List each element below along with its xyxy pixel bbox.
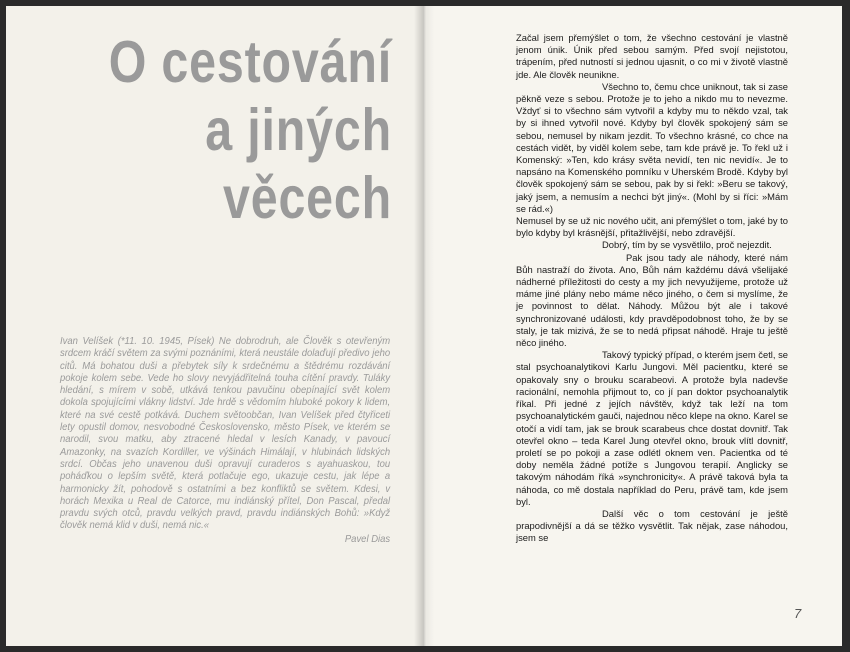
author-bio [60,336,390,546]
paragraph: Nemusel by se už nic nového učit, ani přemýšlet o tom, jaké by to bylo kdyby byl krásnější, přitažlivější, nebo zdravější. [516,215,789,239]
body-text [516,32,788,545]
paragraph: Dobrý, tím by se vysvětlilo, proč nejezdit. [602,239,772,251]
right-page [424,6,842,646]
book-spread [6,6,842,646]
title-line: a jiných [205,97,392,163]
title-line: O cestování [108,29,393,95]
paragraph: Začal jsem přemýšlet o tom, že všechno cestování je vlastně jenom únik. Únik před sebou samým. Před svojí nejistotou, trápením, před nutností si jednou ujasnit, o co mi v životě vlastně jde. Ale člověk neuniknе. [516,32,788,80]
paragraph: Všechno to, čemu chce uniknout, tak si zase pěkně veze s sebou. Protože je to jeho a nikdo mu to nevezme. Vždyť si to všechno sám vytvořil a kdyby mu to někdo vzal, tak by si ihned vytvořil nové. Kdyby byl člověk spokojený sám se sebou, nemusel by nikam jezdit. To všechno krásné, co chce na cestách vidět, by viděl kolem sebe, tam kde právě je. To řekl už i Komenský: »Ten, kdo krásy světa nevidí, ten nic nevidí«. Je to napsáno na Komenského pomníku v Uherském Brodě. Kdyby byl člověk spokojený sám se sebou, pak by si řekl: »Beru se takový, jaký jsem, a nemusím a nechci být jiný«. (Mohl by si říci: »Mám se rád.«) [516,80,788,214]
chapter-title [97,28,392,232]
title-line: věcech [222,165,392,231]
paragraph: Další věc o tom cestování je ještě prapodivnější a dá se těžko vysvětlit. Tak nějak, zase náhodou, jsem se [516,507,788,544]
bio-author: Pavel Dias [344,533,391,545]
paragraph: Takový typický případ, o kterém jsem četl, se stal psychoanalytikovi Karlu Jungovi. Měl pacientku, které se opakovaly sny o brouku scarabeovi. A protože byla nadevše racionální, nemohla přijmout to, co jí pan doktor psychoanalytik říkal. Při jedné z jejích návštěv, když tak leží na tom psychoanalytickém gauči, najednou něco klepe na okno. Karel se otočí a vidí tam, jak se brouk scarabeus chce dostat dovnitř. Tak otevřel okno – teda Karel Jung otevřel okno, brouk vlítl dovnitř, proletí se po pokoji a zase odlétl oknem ven. Pacientka od té doby neměla žádné potíže s Jungovou terapií. Anglicky se takovým náhodám říká »synchronicity«. A právě taková byla ta náhoda, co mě dostala například do Peru, právě tam, kde jsem byl. [516,349,789,507]
left-page [6,6,424,646]
book-gutter [414,6,434,646]
paragraph: Pak jsou tady ale náhody, které nám Bůh nastraží do života. Ano, Bůh nám každému dává všelijaké nádherné příležitosti do cesty a my jich nevyužijeme, protože už máme jiné plány nebo máme něco jiného, o čem si myslíme, že je povinnost to dělat. Náhody. Můžou být ale i takové synchronizované události, kdy pravděpodobnost toho, že by se staly, je tak mizivá, že se to nedá připsat náhodě. Hraje tu ještě něco jiného. [516,251,788,349]
bio-text: Ivan Velíšek (*11. 10. 1945, Písek) Ne dobrodruh, ale Člověk s otevřeným srdcem kráčí světem za svými poznáními, která neustále dolaďují předivo jeho citů. Má bohatou duši a přebytek síly k srdečnému a štědrému rozdávání pokoje kolem sebe. Vede ho slovy nevyjádřitelná touha cítění pravdy. Tuláky hledání, s mírem v sobě, utkává tenkou pavučinu obepínající svět kolem dokola spojujícími vlákny lidství. Jde hrdě s vědomím hluboké pokory k lidem, které na své cestě potkává. Duchem světoobčan, Ivan Velíšek před čtyřiceti lety opustil domov, nesvobodné Československo, město Písek, ve kterém se narodil, svou matku, aby ztracené hledal v lesích Kanady, v pavoucí Amazonky, na svazích Kordiller, ve výšinách Himálají, v hlubinách lidských srdcí. Občas jeho unavenou duši opravují curaderos s ayahuaskou, tou poháďkou o lepším světě, která potlačuje ego, ukazuje cestu, jak lépe a harmonicky žít, pohodově s ostatními a bez konfliktů se světem. Kdesi, v horách Mexika u Real de Catorce, mu indiánský přítel, Don Pascal, předal pravdu svých otců, pravdu velkých pravd, pravdu indiánských Bohů: »Když člověk nemá klid v duši, nemá nic.« [60,336,391,532]
page-number: 7 [794,606,802,621]
